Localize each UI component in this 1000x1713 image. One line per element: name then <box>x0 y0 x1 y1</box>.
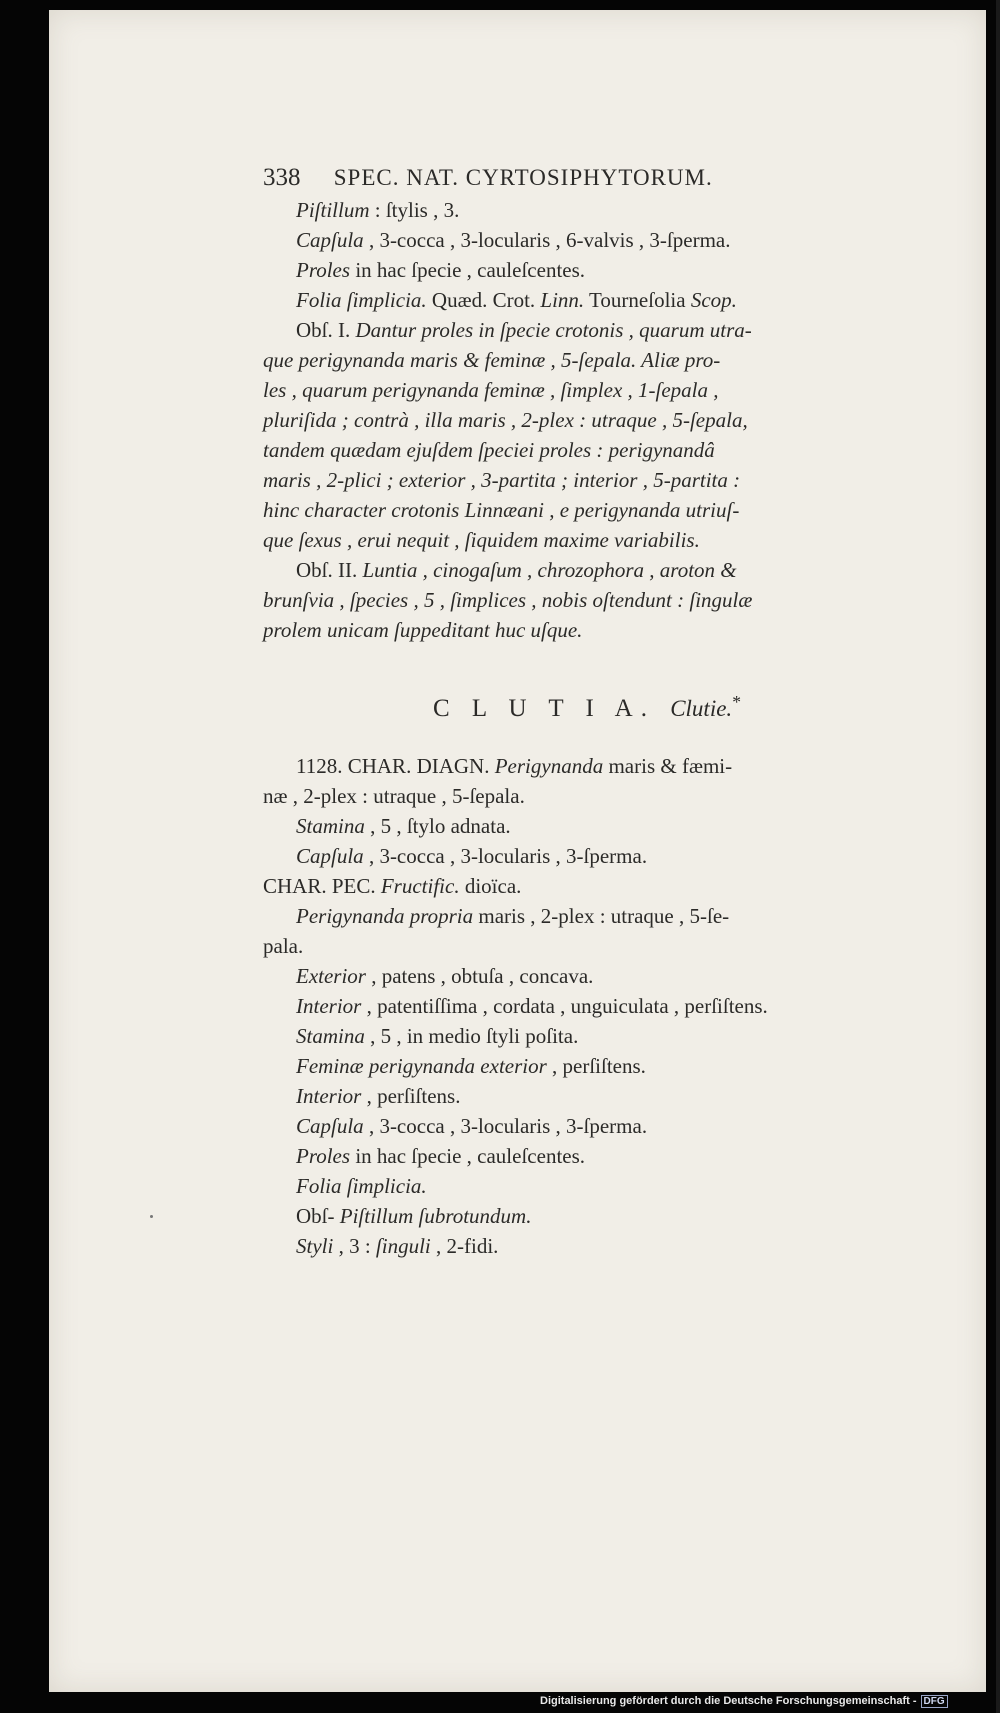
text-line: hinc character crotonis Linnæani , e perigynanda utriuſ- <box>263 498 740 522</box>
text-line: Proles in hac ſpecie , cauleſcentes. <box>296 258 586 282</box>
ink-speck <box>150 1215 153 1218</box>
running-header <box>263 164 713 192</box>
text-line: pala. <box>263 934 304 958</box>
text-line: Interior , perſiſtens. <box>296 1084 461 1108</box>
digitization-credit <box>540 1695 948 1708</box>
text-line: pluriſida ; contrà , illa maris , 2-plex : utraque , 5-ſepala, <box>263 408 748 432</box>
text-line: Capſula , 3-cocca , 3-locularis , 3-ſperma. <box>296 844 648 868</box>
text-line: Obſ. I. Dantur proles in ſpecie crotonis , quarum utra- <box>296 318 752 342</box>
text-line: tandem quædam ejuſdem ſpeciei proles : perigynandâ <box>263 438 715 462</box>
text-line: Folia ſimplicia. <box>296 1174 427 1198</box>
text-line: Styli , 3 : ſinguli , 2-fidi. <box>296 1234 499 1258</box>
text-line: Stamina , 5 , in medio ſtyli poſita. <box>296 1024 579 1048</box>
text-line: Perigynanda propria maris , 2-plex : utraque , 5-ſe- <box>296 904 730 928</box>
genus-heading <box>433 688 741 723</box>
text-line: Capſula , 3-cocca , 3-locularis , 3-ſperma. <box>296 1114 648 1138</box>
text-line: Obſ. II. Luntia , cinogaſum , chrozophora , aroton & <box>296 558 737 582</box>
text-line: que ſexus , erui nequit , ſiquidem maxime variabilis. <box>263 528 700 552</box>
text-line: Feminæ perigynanda exterior , perſiſtens. <box>296 1054 646 1078</box>
text-line: Stamina , 5 , ſtylo adnata. <box>296 814 511 838</box>
text-line: Piſtillum : ſtylis , 3. <box>296 198 460 222</box>
credit-text: Digitalisierung gefördert durch die Deutsche Forschungsgemeinschaft - <box>540 1695 917 1707</box>
text-line: Obſ- Piſtillum ſubrotundum. <box>296 1204 532 1228</box>
genus-name: C L U T I A. <box>433 695 655 722</box>
text-line: Folia ſimplicia. Quæd. Crot. Linn. Tourneſolia Scop. <box>296 288 737 312</box>
text-line: les , quarum perigynanda feminæ , ſimplex , 1-ſepala , <box>263 378 719 402</box>
genus-vernacular: Clutie. <box>670 696 733 721</box>
text-line: næ , 2-plex : utraque , 5-ſepala. <box>263 784 525 808</box>
genus-mark: * <box>732 692 741 712</box>
dfg-logo: DFG <box>921 1695 948 1708</box>
running-title: SPEC. NAT. CYRTOSIPHYTORUM. <box>333 165 713 190</box>
text-line: Capſula , 3-cocca , 3-locularis , 6-valvis , 3-ſperma. <box>296 228 731 252</box>
text-line: Proles in hac ſpecie , cauleſcentes. <box>296 1144 586 1168</box>
page-edge <box>996 0 1000 1713</box>
text-line: Exterior , patens , obtuſa , concava. <box>296 964 594 988</box>
text-line: Interior , patentiſſima , cordata , unguiculata , perſiſtens. <box>296 994 768 1018</box>
page-number: 338 <box>263 164 301 191</box>
text-line: maris , 2-plici ; exterior , 3-partita ; interior , 5-partita : <box>263 468 741 492</box>
text-line: 1128. CHAR. DIAGN. Perigynanda maris & fæmi- <box>296 754 733 778</box>
text-line: brunſvia , ſpecies , 5 , ſimplices , nobis oſtendunt : ſingulæ <box>263 588 753 612</box>
text-line: prolem unicam ſuppeditant huc uſque. <box>263 618 583 642</box>
text-line: que perigynanda maris & feminæ , 5-ſepala. Aliæ pro- <box>263 348 721 372</box>
text-line: CHAR. PEC. Fructific. dioïca. <box>263 874 522 898</box>
